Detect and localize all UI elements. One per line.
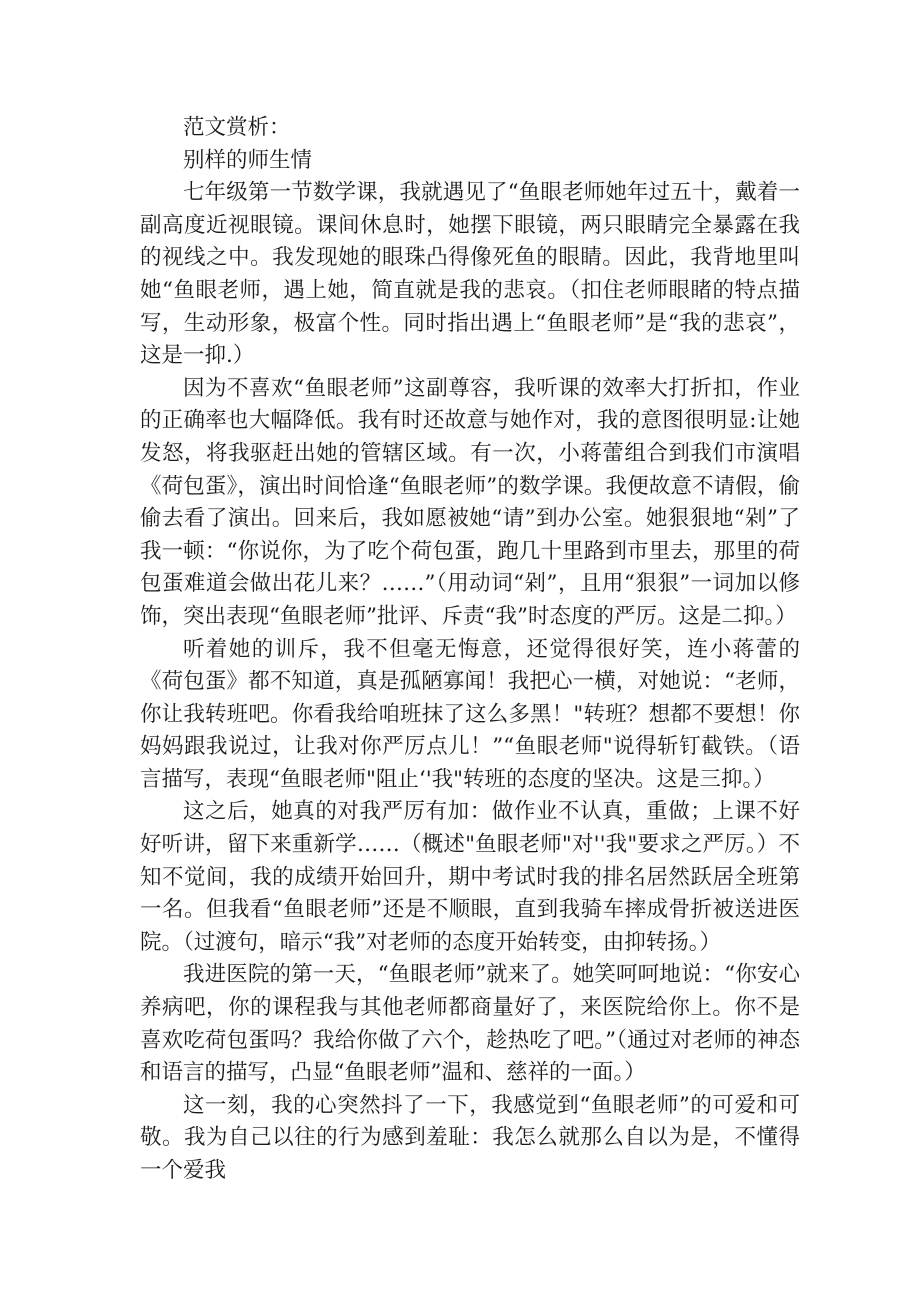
essay-title: 别样的师生情 xyxy=(183,147,313,173)
paragraph: 我进医院的第一天，“鱼眼老师”就来了。她笑呵呵地说：“你安心养病吧，你的课程我与其他老师都商量好了，来医院给你上。你不是喜欢吃荷包蛋吗？我给你做了六个，趁热吃了吧。”（通过对老师的神态和语言的描写，凸显“鱼眼老师”温和、慈祥的一面。） xyxy=(140,962,800,1086)
paragraph: 这一刻，我的心突然抖了一下，我感觉到“鱼眼老师”的可爱和可敬。我为自己以往的行为感到羞耻：我怎么就那么自以为是，不懂得一个爱我 xyxy=(140,1092,800,1183)
section-heading: 范文赏析： xyxy=(183,115,291,140)
paragraph: 因为不喜欢“鱼眼老师”这副尊容，我听课的效率大打折扣，作业的正确率也大幅降低。我有时还故意与她作对，我的意图很明显:让她发怒，将我驱赶出她的管辖区域。有一次，小蒋蕾组合到我们市演唱《荷包蛋》，演出时间恰逢“鱼眼老师”的数学课。我便故意不请假，偷偷去看了演出。回来后，我如愿被她“请”到办公室。她狠狠地“剁”了我一顿：“你说你，为了吃个荷包蛋，跑几十里路到市里去，那里的荷包蛋难道会做出花儿来？……”（用动词“剁”，且用“狠狠”一词加以修饰，突出表现“鱼眼老师”批评、斥责“我”时态度的严厉。这是二抑。） xyxy=(140,375,800,629)
document-body xyxy=(140,112,800,1188)
paragraph: 这之后，她真的对我严厉有加：做作业不认真，重做；上课不好好听讲，留下来重新学……（概述"鱼眼老师"对''我"要求之严厉。）不知不觉间，我的成绩开始回升，期中考试时我的排名居然跃居全班第一名。但我看“鱼眼老师”还是不顺眼，直到我骑车摔成骨折被送进医院。（过渡句，暗示“我”对老师的态度开始转变，由抑转扬。） xyxy=(140,799,800,955)
paragraph: 听着她的训斥，我不但毫无悔意，还觉得很好笑，连小蒋蕾的《荷包蛋》都不知道，真是孤陋寡闻！我把心一横，对她说：“老师，你让我转班吧。你看我给咱班抹了这么多黑！"转班？想都不要想！你妈妈跟我说过，让我对你严厉点儿！”“鱼眼老师"说得斩钉截铁。（语言描写，表现“鱼眼老师"阻止‘'我"转班的态度的坚决。这是三抑。） xyxy=(140,636,800,792)
paragraph: 七年级第一节数学课，我就遇见了“鱼眼老师她年过五十，戴着一副高度近视眼镜。课间休息时，她摆下眼镜，两只眼睛完全暴露在我的视线之中。我发现她的眼珠凸得像死鱼的眼睛。因此，我背地里叫她“鱼眼老师，遇上她，简直就是我的悲哀。（扣住老师眼睹的特点描写，生动形象，极富个性。同时指出遇上“鱼眼老师”是“我的悲哀”，这是一抑.） xyxy=(140,180,800,369)
